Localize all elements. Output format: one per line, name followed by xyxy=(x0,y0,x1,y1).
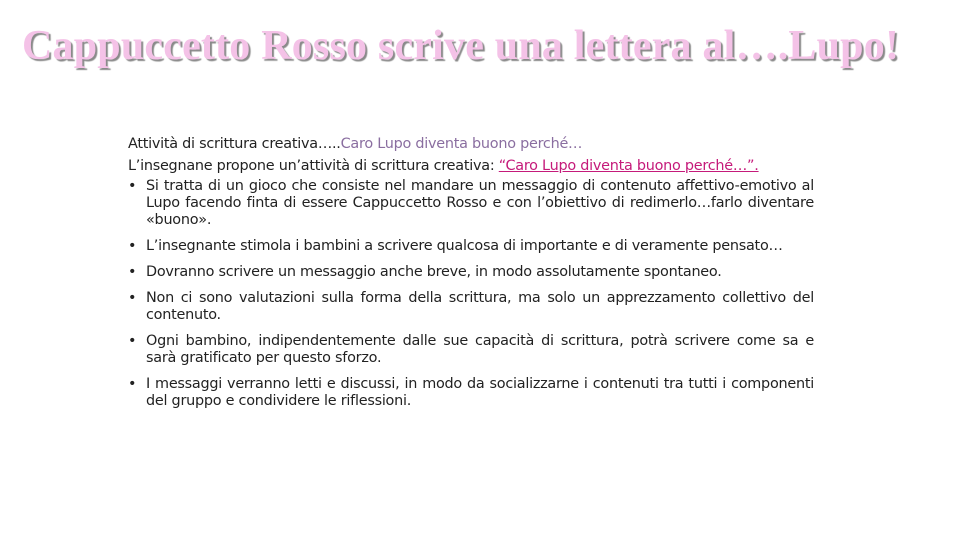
bullet-item xyxy=(128,376,814,410)
bullet-item xyxy=(128,238,814,255)
intro-line xyxy=(128,135,814,153)
bullet-item xyxy=(128,333,814,367)
activity-title-link[interactable]: “Caro Lupo diventa buono perché…”. xyxy=(498,158,759,174)
bullet-text: Ogni bambino, indipendentemente dalle sue capacità di scrittura, potrà scrivere come sa e sarà gratificato per questo sforzo. xyxy=(146,333,814,366)
bullet-list xyxy=(128,178,814,410)
bullet-item xyxy=(128,178,814,229)
bullet-text: Si tratta di un gioco che consiste nel mandare un messaggio di contenuto affettivo-emotivo al Lupo facendo finta di essere Cappuccetto Rosso e con l’obiettivo di redimerlo…farlo diventare «buono». xyxy=(146,178,814,228)
bullet-icon: • xyxy=(128,178,137,194)
bullet-text: Non ci sono valutazioni sulla forma della scrittura, ma solo un apprezzamento collettivo del contenuto. xyxy=(146,290,814,323)
intro-lead: Attività di scrittura creativa….. xyxy=(128,136,341,152)
bullet-text: L’insegnante stimola i bambini a scrivere qualcosa di importante e di veramente pensato… xyxy=(146,238,783,254)
bullet-icon: • xyxy=(128,376,137,392)
intro-paragraph xyxy=(128,158,814,175)
intro-paragraph-text: L’insegnane propone un’attività di scrittura creativa: xyxy=(128,158,499,174)
bullet-icon: • xyxy=(128,333,137,349)
bullet-text: Dovranno scrivere un messaggio anche breve, in modo assolutamente spontaneo. xyxy=(146,264,722,280)
slide-title: Cappuccetto Rosso scrive una lettera al….Lupo! xyxy=(22,23,900,69)
slide-content xyxy=(128,135,814,419)
intro-highlight: Caro Lupo diventa buono perché… xyxy=(340,136,583,152)
bullet-icon: • xyxy=(128,264,137,280)
bullet-text: I messaggi verranno letti e discussi, in modo da socializzarne i contenuti tra tutti i componenti del gruppo e condividere le riflessioni. xyxy=(146,376,814,409)
bullet-icon: • xyxy=(128,290,137,306)
bullet-item xyxy=(128,264,814,281)
bullet-item xyxy=(128,290,814,324)
bullet-icon: • xyxy=(128,238,137,254)
